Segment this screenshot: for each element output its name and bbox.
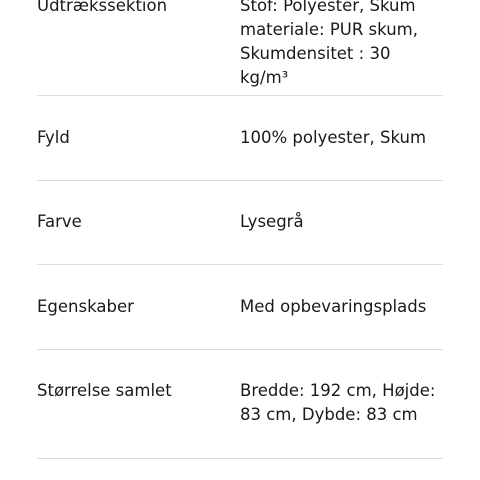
row-divider xyxy=(37,180,443,181)
spec-label: Udtrækssektion xyxy=(37,0,168,15)
row-divider xyxy=(37,458,443,459)
spec-label: Egenskaber xyxy=(37,297,134,316)
spec-value-line: 100% polyester, Skum xyxy=(240,128,427,147)
spec-value-line: Lysegrå xyxy=(240,212,304,231)
spec-value xyxy=(240,295,443,319)
spec-value-line: Skumdensitet : 30 kg/m³ xyxy=(240,44,391,87)
spec-label: Størrelse samlet xyxy=(37,381,172,400)
spec-value-line: Bredde: 192 cm, Højde: xyxy=(240,381,436,400)
spec-label: Fyld xyxy=(37,128,70,147)
row-divider xyxy=(37,349,443,350)
row-divider xyxy=(37,264,443,265)
row-divider xyxy=(37,95,443,96)
spec-label: Farve xyxy=(37,212,82,231)
spec-value-line: Stof: Polyester, Skum xyxy=(240,0,416,15)
spec-value-line: materiale: PUR skum, xyxy=(240,20,418,39)
spec-value xyxy=(240,379,443,427)
spec-value xyxy=(240,0,443,90)
spec-value xyxy=(240,126,443,150)
spec-value-line: 83 cm, Dybde: 83 cm xyxy=(240,405,418,424)
spec-value xyxy=(240,210,443,234)
spec-value-line: Med opbevaringsplads xyxy=(240,297,427,316)
